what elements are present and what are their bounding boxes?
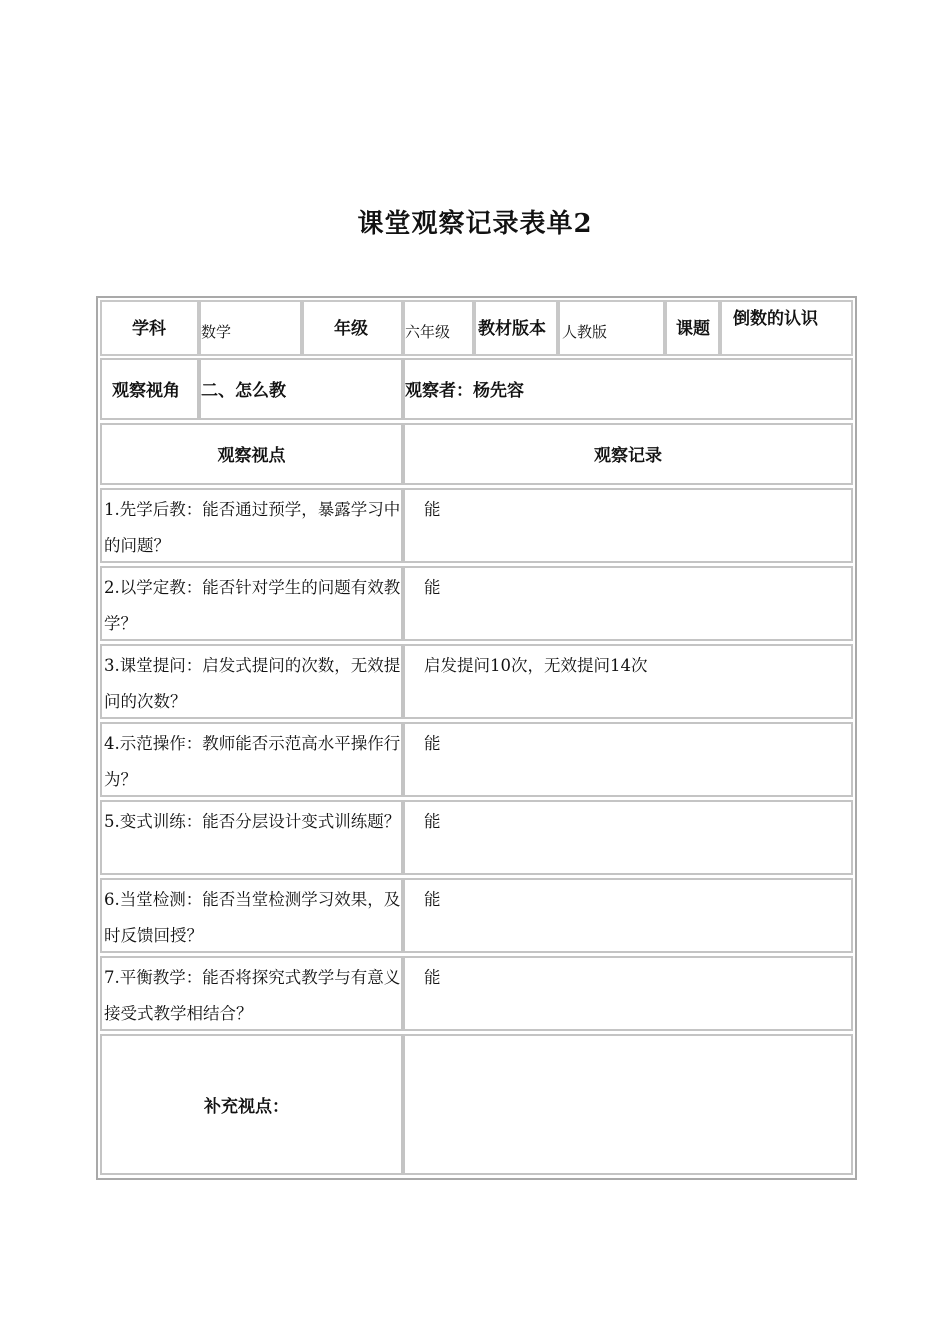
table-row bbox=[100, 878, 403, 953]
observation-record: 能 bbox=[424, 890, 441, 909]
table-row bbox=[100, 800, 403, 875]
records-header-cell bbox=[403, 423, 853, 485]
observation-record: 能 bbox=[424, 968, 441, 987]
table-row-record bbox=[403, 878, 853, 953]
table-row-record bbox=[403, 644, 853, 719]
observation-record: 能 bbox=[424, 812, 441, 831]
edition-value-cell bbox=[558, 300, 665, 356]
observation-record: 启发提问10次，无效提问14次 bbox=[424, 656, 648, 675]
observation-point: 6.当堂检测：能否当堂检测学习效果，及时反馈回授？ bbox=[104, 890, 401, 945]
topic-value: 倒数的认识 bbox=[733, 309, 818, 329]
points-header: 观察视点 bbox=[217, 446, 286, 466]
subject-label: 学科 bbox=[132, 319, 166, 339]
grade-label-cell bbox=[302, 300, 403, 356]
observation-record: 能 bbox=[424, 500, 441, 519]
edition-label: 教材版本 bbox=[478, 319, 546, 339]
supplement-record bbox=[405, 1036, 851, 1038]
points-header-cell bbox=[100, 423, 403, 485]
edition-label-cell bbox=[474, 300, 558, 356]
observer-name: 观察者：杨先容 bbox=[405, 381, 524, 401]
supplement-label-cell bbox=[100, 1034, 403, 1175]
table-row bbox=[100, 488, 403, 563]
table-row bbox=[100, 644, 403, 719]
observation-point: 1.先学后教：能否通过预学，暴露学习中的问题？ bbox=[104, 500, 401, 555]
subject-value: 数学 bbox=[201, 323, 232, 341]
observation-record: 能 bbox=[424, 578, 441, 597]
table-row-record bbox=[403, 722, 853, 797]
edition-value: 人教版 bbox=[562, 323, 608, 341]
observation-point: 3.课堂提问：启发式提问的次数，无效提问的次数？ bbox=[104, 656, 401, 711]
table-row-record bbox=[403, 956, 853, 1031]
table-row bbox=[100, 566, 403, 641]
table-row bbox=[100, 956, 403, 1031]
topic-value-cell bbox=[720, 300, 853, 356]
topic-label: 课题 bbox=[676, 319, 710, 339]
table-row bbox=[100, 722, 403, 797]
observation-point: 7.平衡教学：能否将探究式教学与有意义接受式教学相结合？ bbox=[104, 968, 401, 1023]
observation-record: 能 bbox=[424, 734, 441, 753]
table-row-record bbox=[403, 488, 853, 563]
grade-value-cell bbox=[403, 300, 474, 356]
table-row-record bbox=[403, 800, 853, 875]
perspective-label: 观察视角 bbox=[112, 381, 180, 401]
grade-value: 六年级 bbox=[405, 323, 451, 341]
topic-label-cell bbox=[665, 300, 720, 356]
subject-value-cell bbox=[199, 300, 302, 356]
supplement-label: 补充视点： bbox=[204, 1097, 289, 1117]
perspective-label-cell bbox=[100, 358, 199, 420]
observer-cell bbox=[403, 358, 853, 420]
page-title: 课堂观察记录表单2 bbox=[357, 209, 593, 239]
observation-point: 2.以学定教：能否针对学生的问题有效教学？ bbox=[104, 578, 401, 633]
table-row-record bbox=[403, 566, 853, 641]
perspective-value: 二、怎么教 bbox=[201, 381, 286, 401]
observation-point: 4.示范操作：教师能否示范高水平操作行为？ bbox=[104, 734, 401, 789]
subject-label-cell bbox=[100, 300, 199, 356]
supplement-record-cell bbox=[403, 1034, 853, 1175]
records-header: 观察记录 bbox=[594, 446, 662, 466]
perspective-value-cell bbox=[199, 358, 403, 420]
observation-point: 5.变式训练：能否分层设计变式训练题？ bbox=[104, 812, 401, 831]
grade-label: 年级 bbox=[334, 319, 368, 339]
